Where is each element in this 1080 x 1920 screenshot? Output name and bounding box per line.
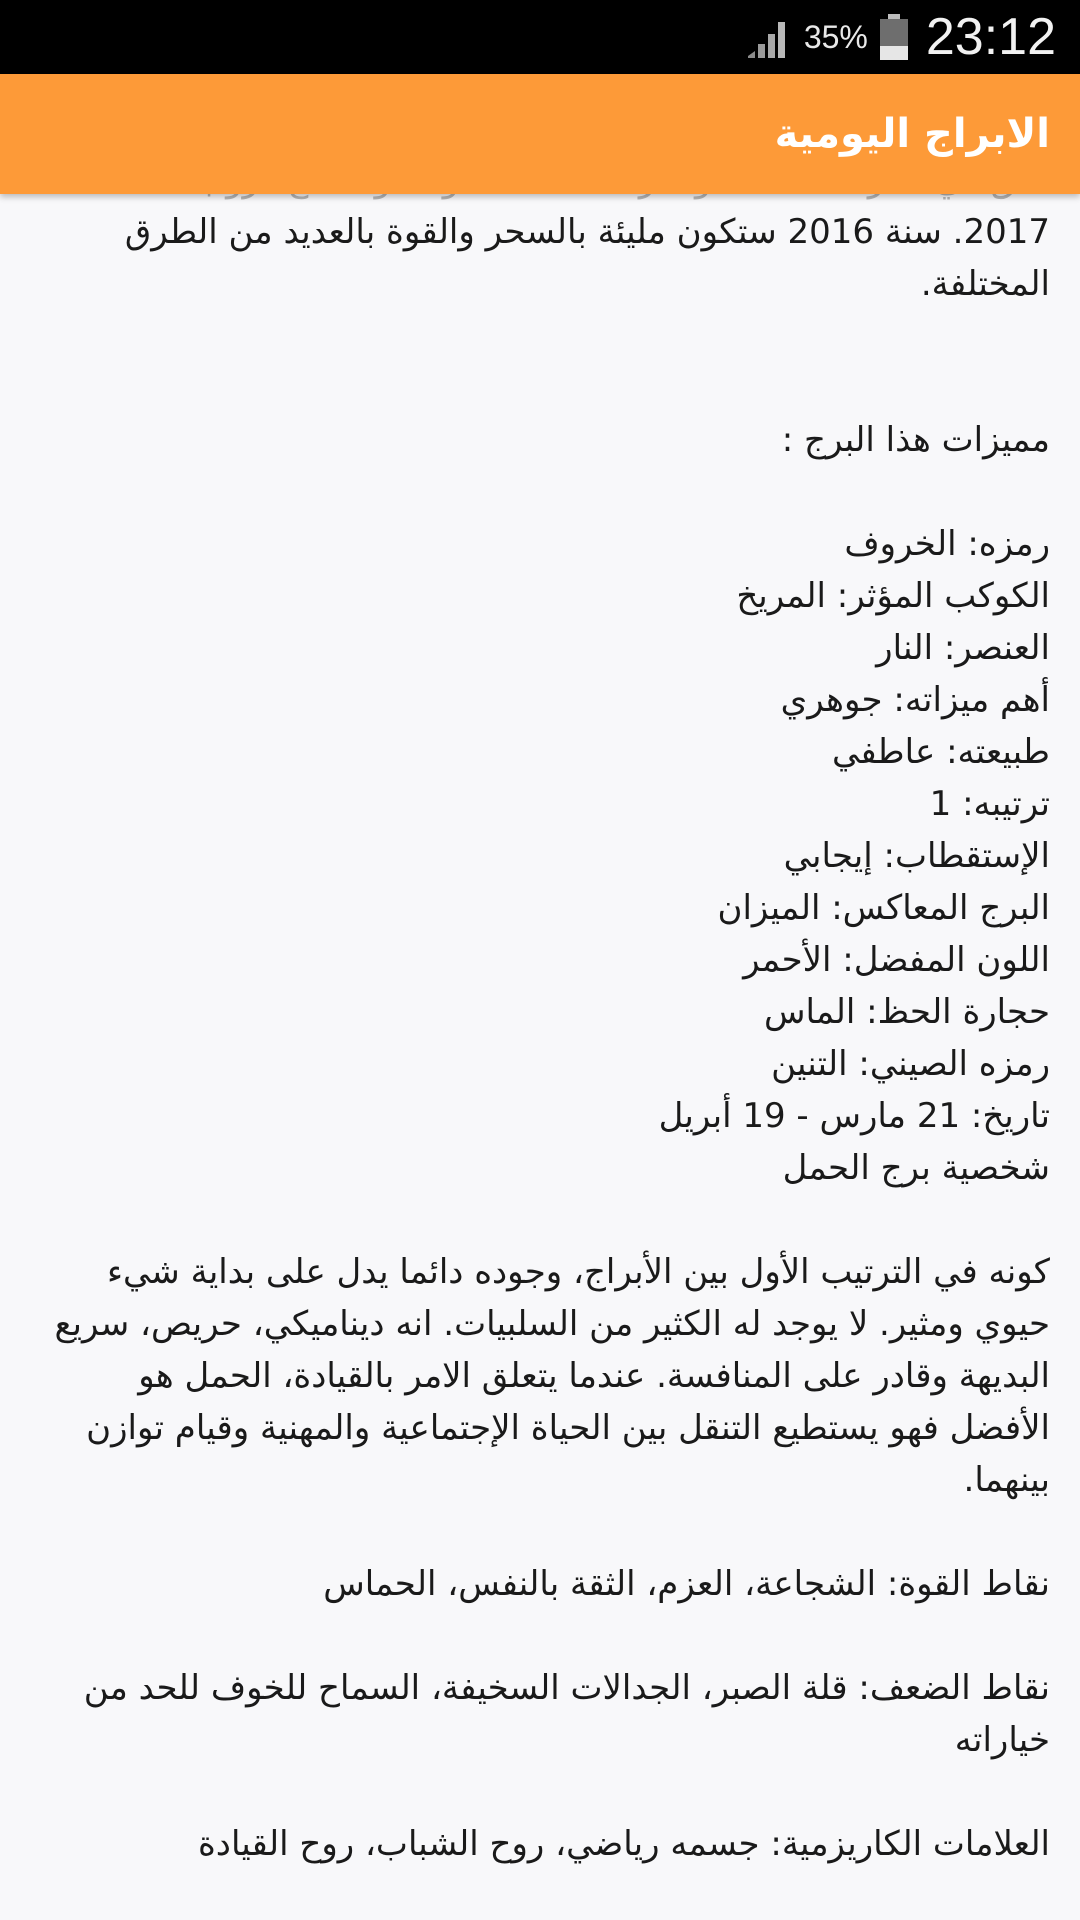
feature-item: أهم ميزاته: جوهري (780, 680, 1050, 720)
battery-icon (880, 14, 908, 60)
feature-item: شخصية برج الحمل (782, 1148, 1050, 1188)
feature-item: رمزه الصيني: التنين (771, 1044, 1050, 1084)
feature-item: طبيعته: عاطفي (832, 732, 1050, 772)
features-heading: مميزات هذا البرج : (781, 420, 1050, 460)
status-bar (0, 0, 1080, 74)
feature-item: الإستقطاب: إيجابي (783, 836, 1050, 876)
feature-item: البرج المعاكس: الميزان (717, 888, 1050, 928)
weaknesses-text: نقاط الضعف: قلة الصبر، الجدالات السخيفة، السماح للخوف للحد من خياراته (83, 1668, 1050, 1760)
personality-paragraph: كونه في الترتيب الأول بين الأبراج، وجوده دائما يدل على بداية شيء حيوي ومثير. لا يوجد له الكثير من السلبيات. انه ديناميكي، حريص، سريع البديهة وقادر على المنافسة. عندما يتعلق الامر بالقيادة، الحمل هو الأفضل فهو يستطيع التنقل بين الحياة الإجتماعية والمهنية وقيام توازن بينهما. (54, 1252, 1050, 1500)
feature-item: تاريخ: 21 مارس - 19 أبريل (658, 1096, 1050, 1136)
feature-item: ترتيبه: 1 (929, 784, 1050, 824)
feature-item: الكوكب المؤثر: المريخ (736, 576, 1050, 616)
article-scroll-view[interactable] (0, 194, 1080, 1920)
battery-percent: 35% (803, 18, 868, 55)
signal-icon (746, 14, 792, 60)
app-title: الابراج اليومية (774, 111, 1050, 157)
feature-item: حجارة الحظ: الماس (764, 992, 1050, 1032)
status-indicators (746, 0, 1056, 74)
feature-item: اللون المفضل: الأحمر (743, 940, 1050, 980)
intro-text: 2017. سنة 2016 ستكون مليئة بالسحر والقوة بالعديد من الطرق المختلفة. (124, 212, 1050, 304)
feature-item: رمزه: الخروف (844, 524, 1050, 564)
strengths-text: نقاط القوة: الشجاعة، العزم، الثقة بالنفس، الحماس (323, 1564, 1050, 1604)
clock: 23:12 (925, 8, 1056, 66)
app-bar (0, 74, 1080, 194)
article-body (28, 154, 1050, 1870)
charisma-text: العلامات الكاريزمية: جسمه رياضي، روح الشباب، روح القيادة (197, 1824, 1050, 1864)
feature-item: العنصر: النار (876, 628, 1050, 668)
